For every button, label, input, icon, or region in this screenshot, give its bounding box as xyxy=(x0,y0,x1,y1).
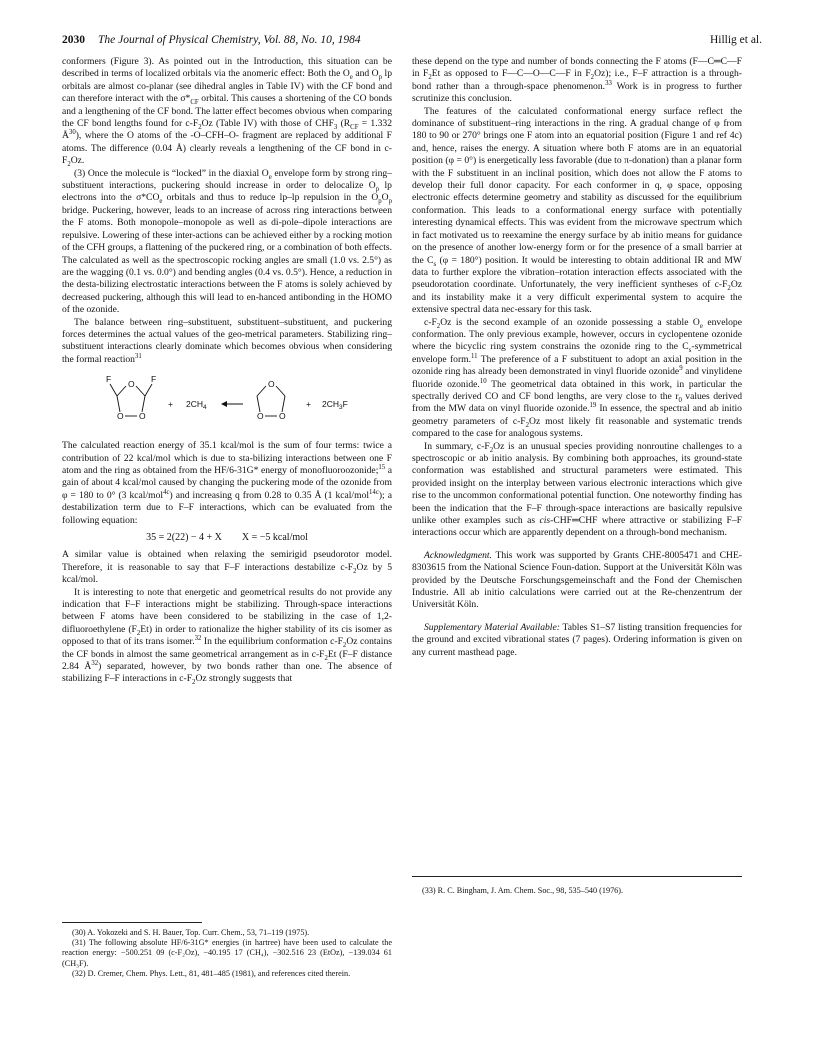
svg-text:O: O xyxy=(117,411,124,422)
svg-text:O: O xyxy=(128,379,135,390)
equation: 35 = 2(22) − 4 + X X = −5 kcal/mol xyxy=(146,532,308,543)
svg-text:2CH3F: $2CH_3F$ xyxy=(322,399,348,412)
svg-text:+: + xyxy=(168,399,173,410)
footnote-31: (31) The following absolute HF/6-31G* energies (in hartree) have been used to calculate the reaction energy: −500.251 09 (c-F₂Oz), −40.195 17 (CH₄), −302.516 23 (EtOz), −139.034 61 (CH₃F). xyxy=(62,938,392,968)
footnotes-left xyxy=(62,922,392,979)
svg-text:O: O xyxy=(257,411,264,422)
paragraph: conformers (Figure 3). As pointed out in the Introduction, this situation can be described in terms of localized orbitals via the anomeric effect: Both the $O_e$ and $O_p$ lp orbitals are almost co-planar (see dihedral angles in Table IV) with the CF bond and can therefore interact with the $\sigma*_{CF}$ orbital. This causes a shortening of the CO bonds and a lengthening of the CF bond. The latter effect becomes obvious when comparing the CF bond lengths found for $c-F_2Oz$ (Table IV) with those of $CHF_3$ ($R_{CF} = 1.332$ $Å^{30}$), where the O atoms of the -O–CFH–O- fragment are replaced by additional F atoms. The difference (0.04 Å) clearly reveals a lengthening of the CF bond in $c-F_2Oz$. xyxy=(62,56,393,169)
svg-text:O: O xyxy=(268,379,275,390)
svg-text:O: O xyxy=(139,411,146,422)
paragraph: these depend on the type and number of bonds connecting the F atoms (F—C═C—F in $F_2Et$ as opposed to F—C—O—C—F in $F_2Oz$); i.e., F–F attraction is a through-bond rather than a through-space phenomenon.$^{33}$ Work is in progress to further scrutinize this conclusion. xyxy=(412,56,742,105)
paragraph: $c-F_2Oz$ is the second example of an ozonide possessing a stable $O_e$ envelope conformation. The only previous example, however, occurs in cyclopentene ozonide where the bicyclic ring system constrains the ozonide ring to the $C_s$-symmetrical envelope form.$^{11}$ The preference of a F substituent to adopt an axial position in the ozonide ring has already been demonstrated in vinyl fluoride ozonide$^9$ and vinylidene fluoride ozonide.$^{10}$ The geometrical data obtained in this work, in particular the spectrally derived CO and CF bond lengths, are very close to the $r_0$ values derived from the MW data on vinyl fluoride ozonide.$^{19}$ In essence, the spectral and ab initio geometry parameters of $c-F_2Oz$ most likely fit reasonable and systematic trends compared to the case for analogous systems. xyxy=(412,316,743,440)
svg-text:O: O xyxy=(279,411,286,422)
svg-text:F: F xyxy=(106,374,112,385)
svg-text:F: F xyxy=(151,374,157,385)
paragraph: A similar value is obtained when relaxing the semirigid pseudorotor model. Therefore, it is reasonable to say that F–F interactions destabilize $c-F_2Oz$ by 5 kcal/mol. xyxy=(62,549,392,586)
running-head xyxy=(62,34,762,48)
paragraph: It is interesting to note that energetic and geometrical results do not provide any indication that F–F interactions might be stabilizing. Through-space interactions between F atoms have been considered to be stabilizing in the case of 1,2-difluoroethylene $(F_2Et)$ in order to rationalize the higher stability of its cis isomer as opposed to that of its trans isomer.$^{32}$ In the equilibrium conformation $c-F_2Oz$ contains the CF bonds in almost the same geometrical arrangement as in $c-F_2Et$ (F–F distance 2.84 $Å^{32}$) separated, however, by two bonds rather than one. The absence of stabilizing F–F interactions in $c-F_2Oz$ strongly suggests that xyxy=(62,586,392,687)
reaction-scheme-drawing xyxy=(102,372,362,432)
footnote-33: (33) R. C. Bingham, J. Am. Chem. Soc., 98, 535–540 (1976). xyxy=(422,886,624,895)
svg-text:2CH4: $2CH_4$ xyxy=(186,399,207,412)
footnote-32: (32) D. Cremer, Chem. Phys. Lett., 81, 481–485 (1981), and references cited therein. xyxy=(72,968,351,978)
paragraph: The features of the calculated conformational energy surface reflect the dominance of substituent–ring interactions in the ring. A gradual change of φ from 180 to 90 or 270° brings one F atom into an equatorial position (Figure 1 and ref 4c) and, hence, raises the energy. A situation where both F atoms are in an equatorial position (φ = 0°) is energetically less favorable (due to π-donation) than a planar form with the F substituent in an inclinal position, which does not allow the F atoms to develop their full donor capacity. For each conformer in q, φ space, opposing electronic effects determine geometry and stability as discussed for the equilibrium conformation. This leads to a conformational energy surface with potentially interesting dynamical effects. This was evident from the microwave spectrum which in fact motivated us to reexamine the energy surface by ab initio means for guidance on the presence of another low-energy form or for the presence of a small barrier at the $C_s$ (φ = 180°) position. It would be interesting to obtain additional IR and MW data to further explore the vibration–rotation interaction effects associated with the pseudorotation coordinate. Unfortunately, the very inefficient syntheses of $c-F_2Oz$ and its instability make it a very difficult experimental system to acquire the extensive spectral data nec-essary for this task. xyxy=(412,105,742,316)
footnote-rule xyxy=(62,922,202,923)
footnote-30: (30) A. Yokozeki and S. H. Bauer, Top. Curr. Chem., 53, 71–119 (1975). xyxy=(72,928,310,937)
paragraph: (3) Once the molecule is “locked” in the diaxial $O_e$ envelope form by strong ring–substituent interactions, puckering should increase in order to delocalize $O_p$ lp electrons into the $\sigma*CO_e$ orbitals and thus to reduce lp–lp repulsion in the $O_pO_p$ bridge. Puckering, however, leads to an increase of across ring interactions between the F atoms. Both monopole–monopole as well as di-pole–dipole interactions are repulsive. Lowering of these inter-actions can be achieved either by a rocking motion of the CFH groups, a flattening of the puckered ring, or a combination of both effects. The calculated as well as the spectroscopic rocking angles are small (1.0 vs. 2.5°) as are the wagging (0.1 vs. 0.0°) and bending angles (0.4 vs. 0.5°). Hence, a reduction in the desta-bilizing electrostatic interactions between the F atoms is solely achieved by decreased puckering, although this will lead to en-hanced antibonding in the HOMO of the ozonide. xyxy=(62,167,393,316)
footnotes-right xyxy=(412,886,742,896)
paragraph: The calculated reaction energy of 35.1 kcal/mol is the sum of four terms: twice a contribution of 22 kcal/mol which is due to sta-bilizing interactions between one F atom and the ring as obtained from the HF/6-31G* energy of monofluoroozonide;$^{15}$ a gain of about 4 kcal/mol caused by changing the puckering mode of the ozonide from φ = 180 to 0° (3 kcal/mol$^{4c}$) and increasing q from 0.28 to 0.35 Å (1 kcal/mol$^{14c}$); a destabilization term due to F–F interactions, which can be evaluated from the following equation: xyxy=(62,440,392,526)
reaction-scheme xyxy=(62,372,392,434)
svg-text:+: + xyxy=(306,399,311,410)
page-number: 2030 xyxy=(62,34,85,46)
paragraph: In summary, $c-F_2Oz$ is an unusual species providing nonroutine challenges to a spectroscopic or ab initio analysis. By combining both approaches, its ground-state conformation was established and structural parameters were estimated. This provided insight on the interplay between various electronic interactions which give rise to the uncommon conformational potential function. One noteworthy finding has been the indication that the F–F through-space interactions are basically repulsive unlike other examples such as cis-CHF═CHF where attractive or stabilizing F–F interactions occur which are apparently dependent on a through-bond mechanism. xyxy=(412,440,742,539)
supplementary-material: Supplementary Material Available: Tables S1–S7 listing transition frequencies for the ground and excited vibrational states (7 pages). Ordering information is given on any current masthead page. xyxy=(412,621,742,658)
acknowledgment: Acknowledgment. This work was supported by Grants CHE-8005471 and CHE-8303615 from the National Science Foun-dation. Support at the Universität Köln was provided by the Deutsche Forschungsgemeinschaft and the Fond der Chemischen Industrie. All ab initio calculations were carried out at the Re-chenzentrum der Universität Köln. xyxy=(412,549,742,611)
running-authors: Hillig et al. xyxy=(709,34,762,46)
right-column xyxy=(412,56,742,659)
left-column xyxy=(62,56,392,686)
paragraph: The balance between ring–substituent, substituent–substituent, and puckering forces determines the actual values of the geo-metrical parameters. Stabilizing ring–substituent interactions clearly dominate which becomes obvious when considering the formal reaction$^{31}$ xyxy=(62,316,392,365)
column-end-rule xyxy=(412,876,742,877)
journal-title: The Journal of Physical Chemistry, Vol. 88, No. 10, 1984 xyxy=(98,34,361,46)
